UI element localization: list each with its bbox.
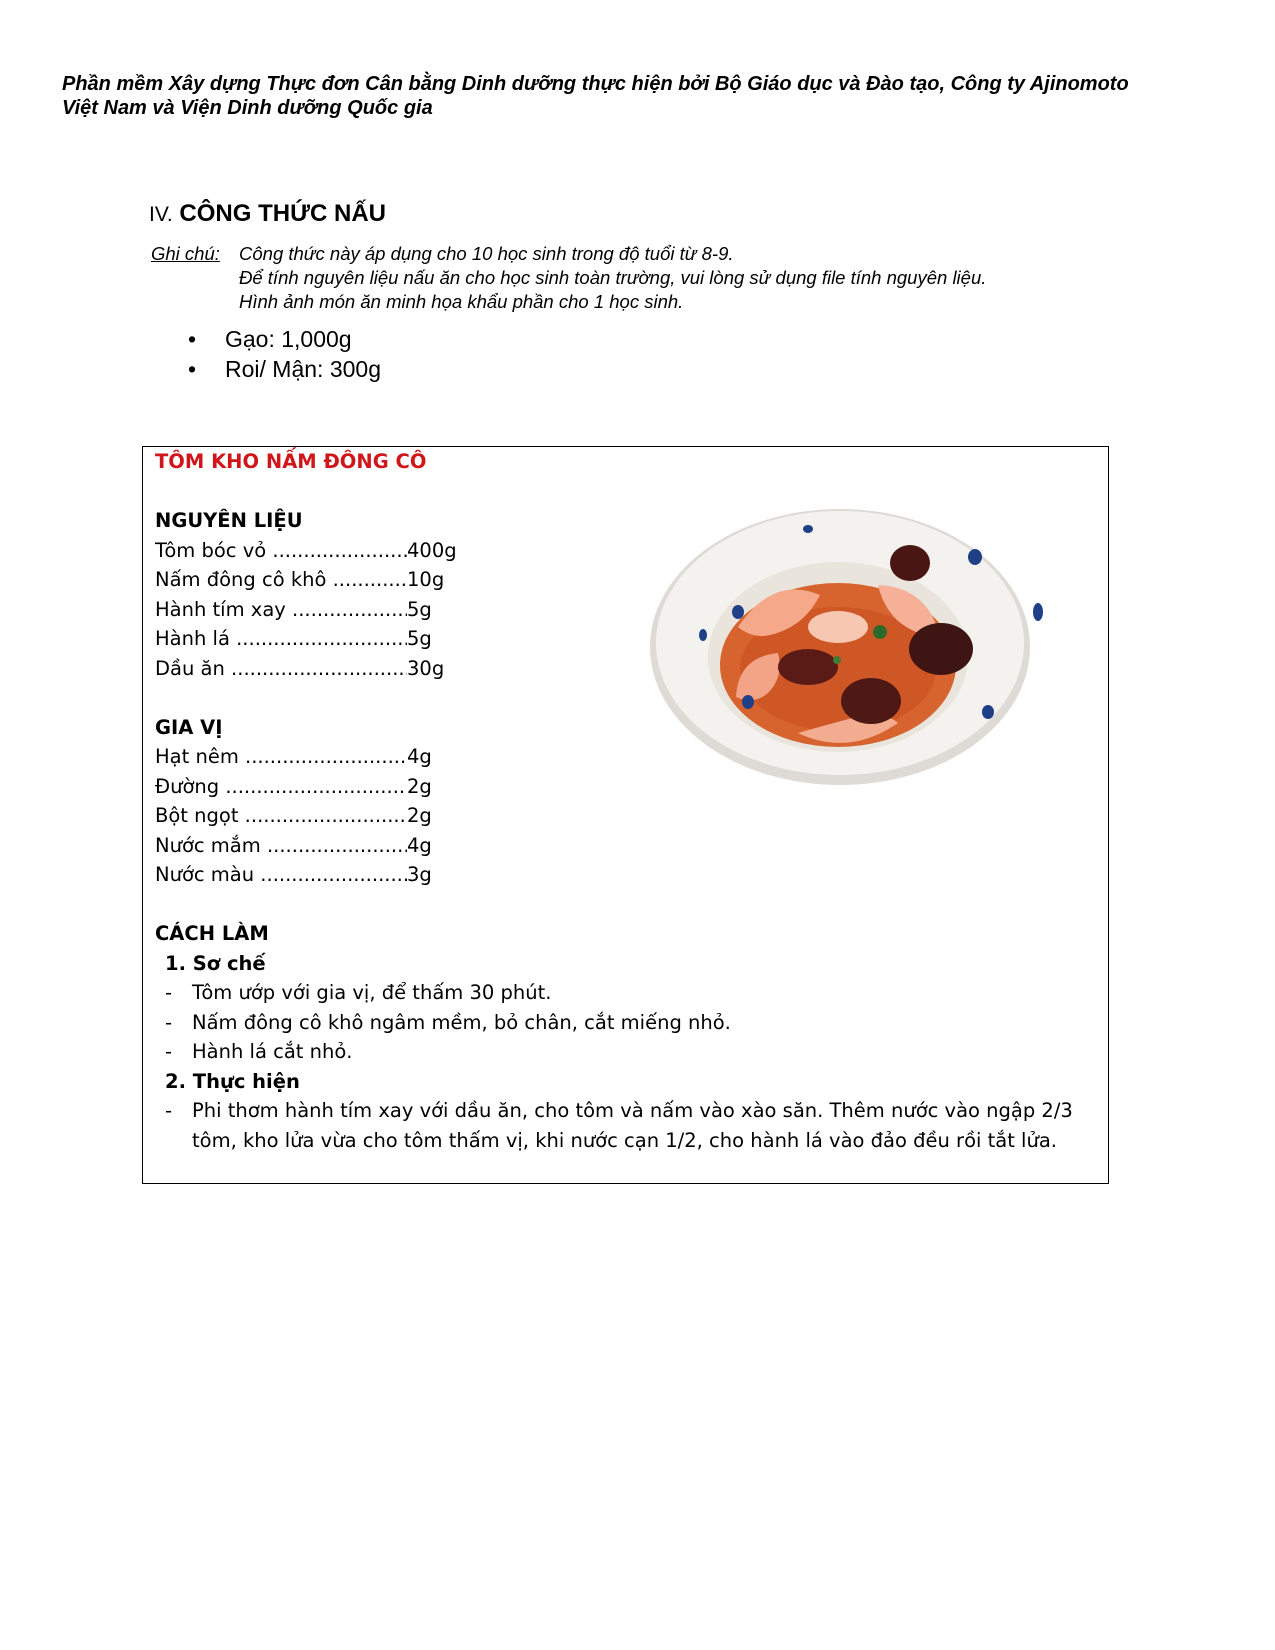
bullet-item-fruit: • Roi/ Mận: 300g	[188, 354, 381, 384]
document-header	[62, 72, 1212, 120]
seasoning-row: Nước màu ..... 3g	[155, 860, 1112, 890]
ingredient-row: Nấm đông cô khô ..... 10g	[155, 565, 1112, 595]
step-1-item: - Nấm đông cô khô ngâm mềm, bỏ chân, cắt miếng nhỏ.	[155, 1008, 1112, 1038]
seasoning-heading: GIA VỊ	[155, 715, 223, 739]
seasoning-row: Đường ..... 2g	[155, 772, 1112, 802]
ingredient-row: Hành tím xay ..... 5g	[155, 595, 1112, 625]
step-1-item: - Hành lá cắt nhỏ.	[155, 1037, 1112, 1067]
seasoning-row: Hạt nêm ..... 4g	[155, 742, 1112, 772]
bullet-item-rice: • Gạo: 1,000g	[188, 324, 381, 354]
step-2-item: - Phi thơm hành tím xay với dầu ăn, cho tôm và nấm vào xào săn. Thêm nước vào ngập 2/3 tôm, kho lửa vừa cho tôm thấm vị, khi nước cạn 1/2, cho hành lá vào đảo đều rồi tắt lửa.	[155, 1096, 1112, 1155]
ingredient-row: Hành lá ..... 5g	[155, 624, 1112, 654]
dish-photo	[598, 487, 1078, 807]
seasoning-row: Nước mắm ..... 4g	[155, 831, 1112, 861]
seasoning-row: Bột ngọt ..... 2g	[155, 801, 1112, 831]
header-line-2: Việt Nam và Viện Dinh dưỡng Quốc gia	[62, 97, 433, 119]
method-heading: CÁCH LÀM	[155, 922, 269, 945]
note-label: Ghi chú:	[151, 243, 220, 264]
note-block	[151, 242, 987, 312]
header-line-1: Phần mềm Xây dựng Thực đơn Cân bằng Dinh dưỡng thực hiện bởi Bộ Giáo dục và Đào tạo, Công ty Ajinomoto	[62, 73, 1129, 95]
ingredients-heading: NGUYÊN LIỆU	[155, 509, 303, 532]
section-number: IV.	[149, 203, 173, 226]
section-title	[149, 200, 386, 228]
recipe-card	[142, 446, 1109, 1184]
bullet-list	[188, 324, 381, 384]
note-line-3: Hình ảnh món ăn minh họa khẩu phần cho 1 học sinh.	[239, 291, 684, 312]
step-1-item: - Tôm ướp với gia vị, để thấm 30 phút.	[155, 978, 1112, 1008]
ingredient-row: Dầu ăn ..... 30g	[155, 654, 1112, 684]
recipe-title: TÔM KHO NẤM ĐÔNG CÔ	[155, 450, 427, 473]
note-line-2: Để tính nguyên liệu nấu ăn cho học sinh toàn trường, vui lòng sử dụng file tính nguyên liệu.	[239, 267, 987, 288]
note-line-1: Công thức này áp dụng cho 10 học sinh trong độ tuổi từ 8-9.	[239, 243, 734, 264]
step-1-heading: 1. Sơ chế	[165, 951, 266, 975]
section-title-text: CÔNG THỨC NẤU	[179, 200, 386, 227]
ingredient-row: Tôm bóc vỏ ..... 400g	[155, 536, 1112, 566]
step-2-heading: 2. Thực hiện	[165, 1069, 300, 1093]
